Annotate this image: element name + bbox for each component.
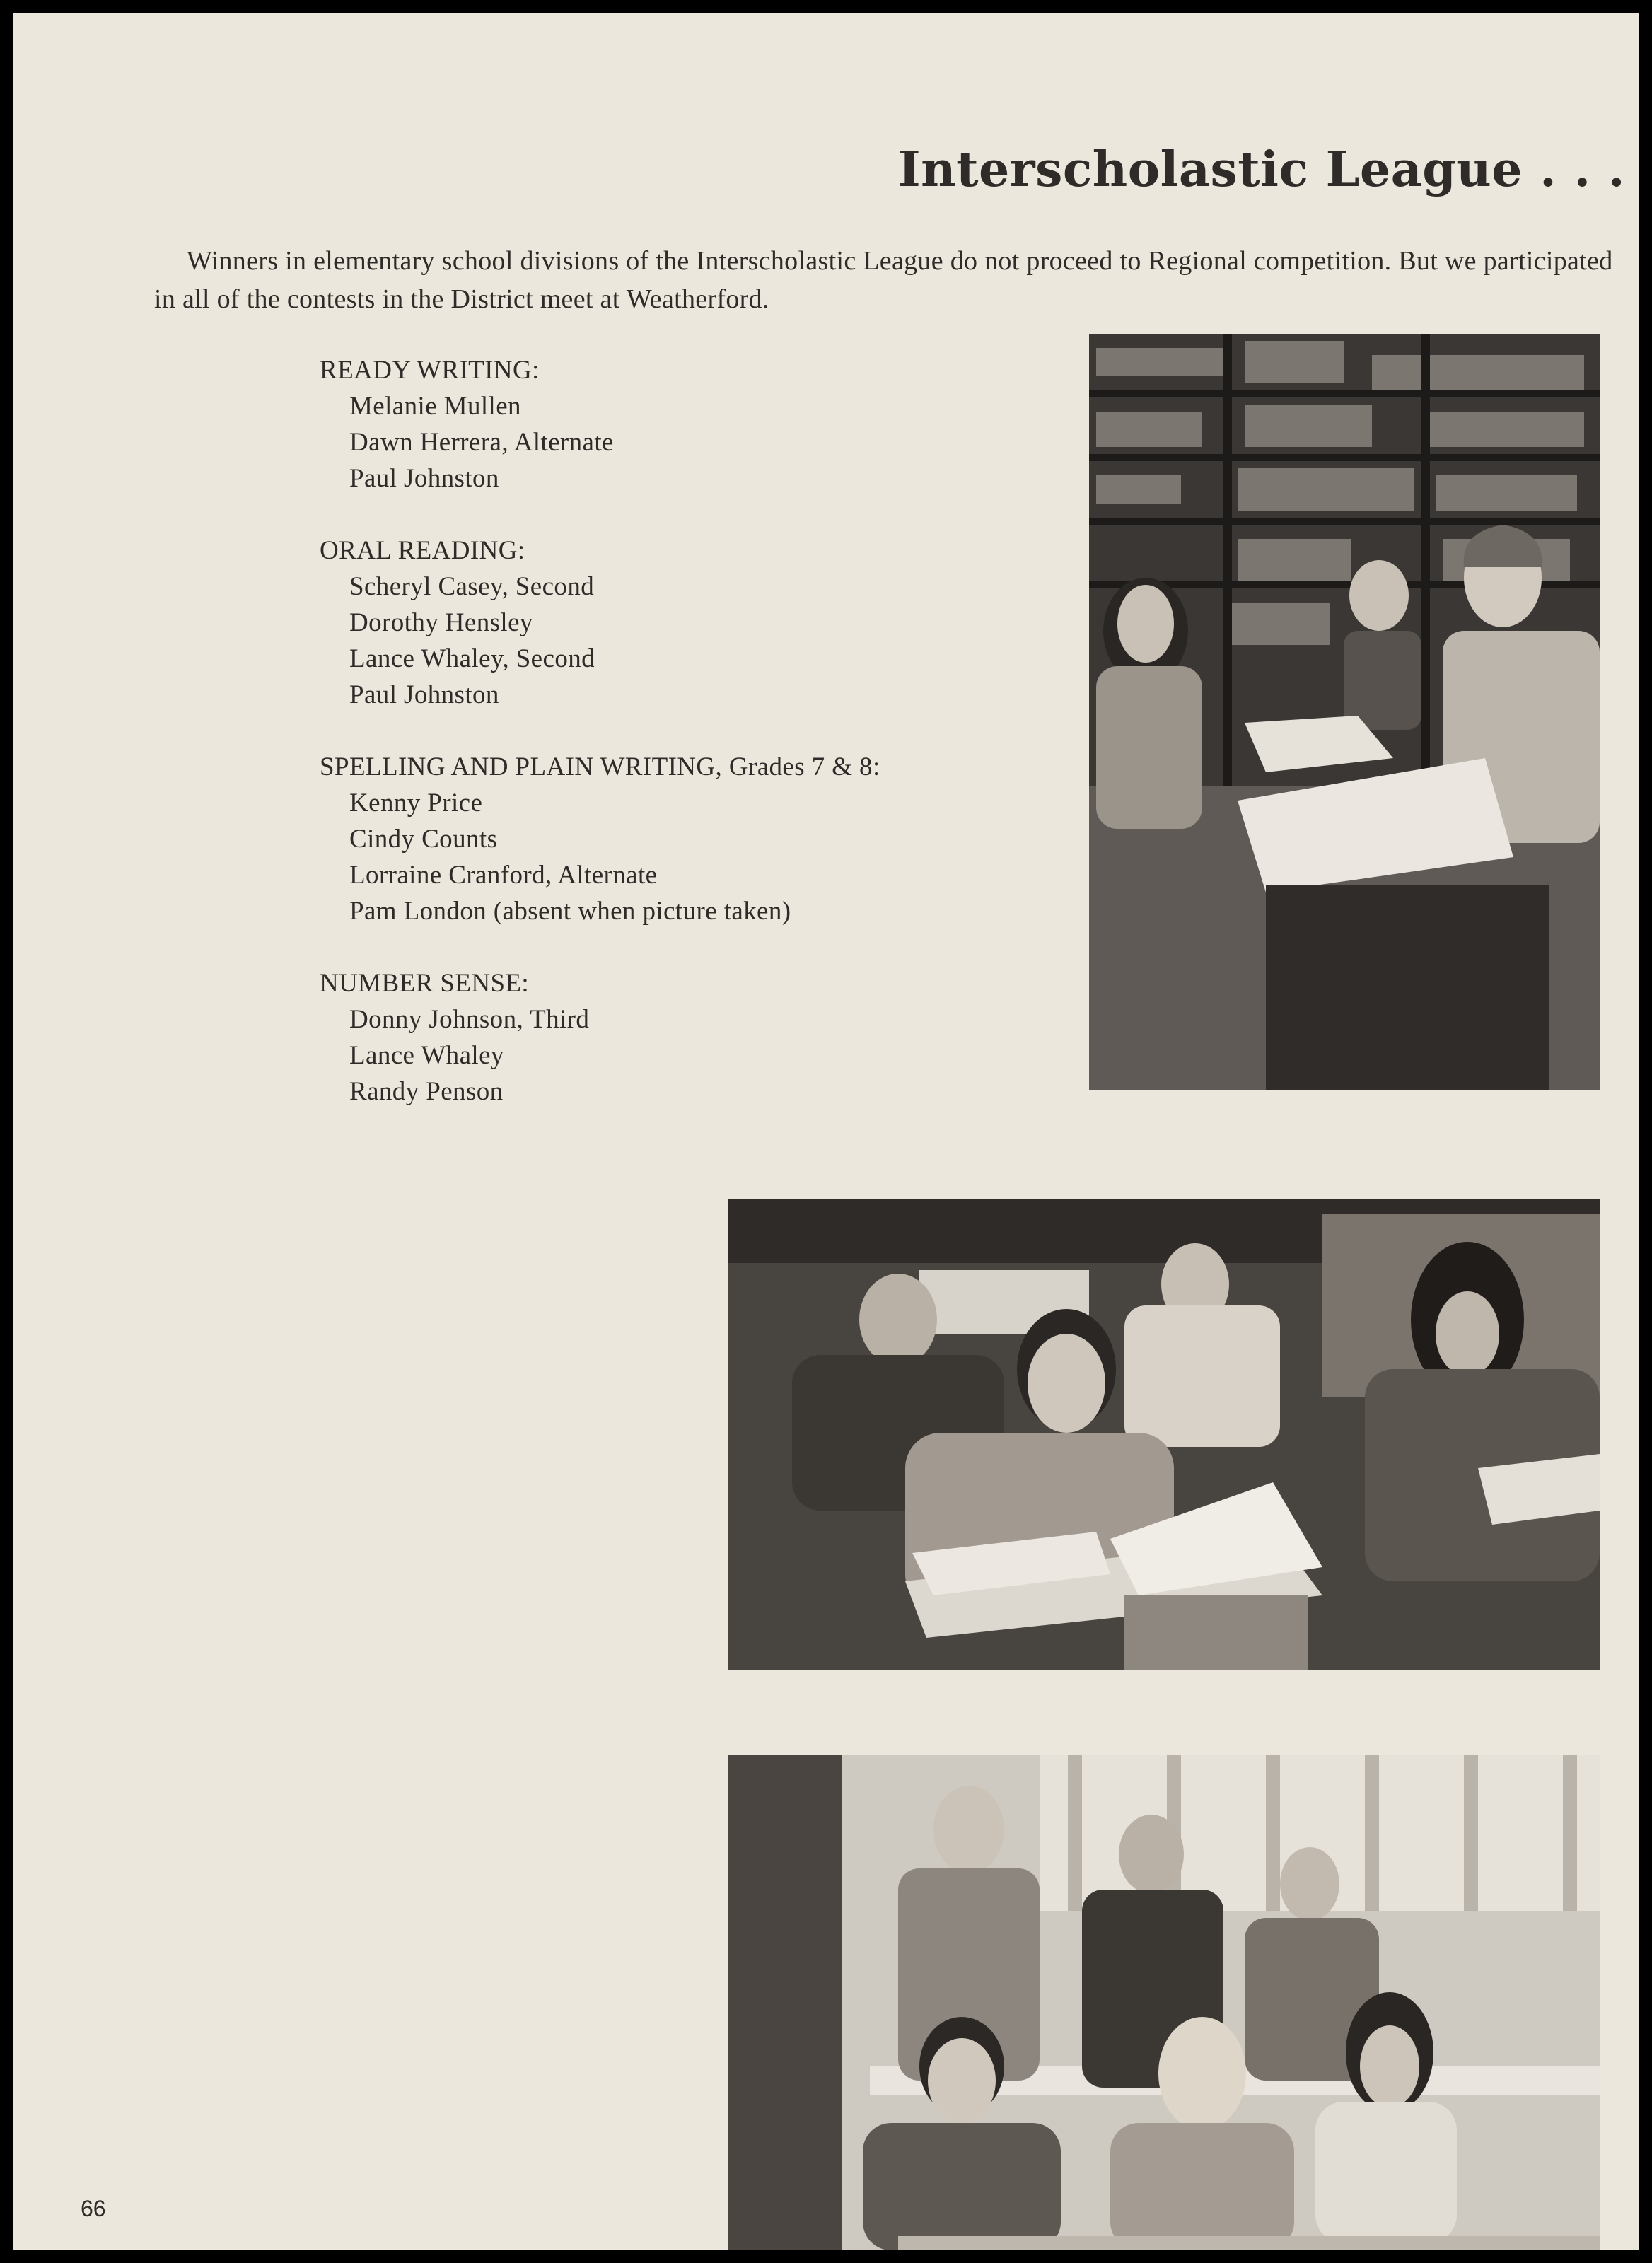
contest-entry: Lance Whaley	[349, 1041, 504, 1070]
contest-oral-reading	[320, 533, 1069, 713]
contest-heading: NUMBER SENSE:	[320, 969, 530, 998]
contest-entry: Cindy Counts	[349, 825, 498, 854]
contest-number-sense	[320, 965, 1069, 1110]
contest-heading: ORAL READING:	[320, 536, 525, 565]
intro-paragraph: Winners in elementary school divisions of the Interscholastic League do not proceed to Regional competition. But we participated in all of the contests in the District meet at Weatherford.	[154, 246, 1613, 314]
contest-ready-writing	[320, 352, 1069, 496]
contest-entry: Lance Whaley, Second	[349, 644, 595, 673]
photo-number-sense-group	[728, 1755, 1600, 2250]
contest-list	[320, 352, 1069, 1146]
contest-entry: Paul Johnston	[349, 464, 499, 493]
photo-library-students	[1089, 334, 1600, 1090]
contest-heading: READY WRITING:	[320, 356, 540, 385]
contest-entry: Pam London (absent when picture taken)	[349, 897, 791, 926]
photo-classroom-readers	[728, 1199, 1600, 1670]
yearbook-page	[13, 13, 1639, 2250]
page-number: 66	[81, 2196, 106, 2221]
contest-entry: Paul Johnston	[349, 680, 499, 709]
page-title: Interscholastic League . . .	[897, 141, 1625, 198]
contest-entry: Kenny Price	[349, 789, 483, 818]
contest-entry: Dawn Herrera, Alternate	[349, 428, 614, 457]
contest-entry: Lorraine Cranford, Alternate	[349, 861, 658, 890]
contest-spelling	[320, 749, 1069, 929]
contest-entry: Donny Johnson, Third	[349, 1005, 590, 1034]
contest-entry: Dorothy Hensley	[349, 608, 533, 637]
contest-heading: SPELLING AND PLAIN WRITING, Grades 7 & 8:	[320, 752, 880, 781]
contest-entry: Melanie Mullen	[349, 392, 521, 421]
contest-entry: Randy Penson	[349, 1077, 504, 1106]
contest-entry: Scheryl Casey, Second	[349, 572, 595, 601]
